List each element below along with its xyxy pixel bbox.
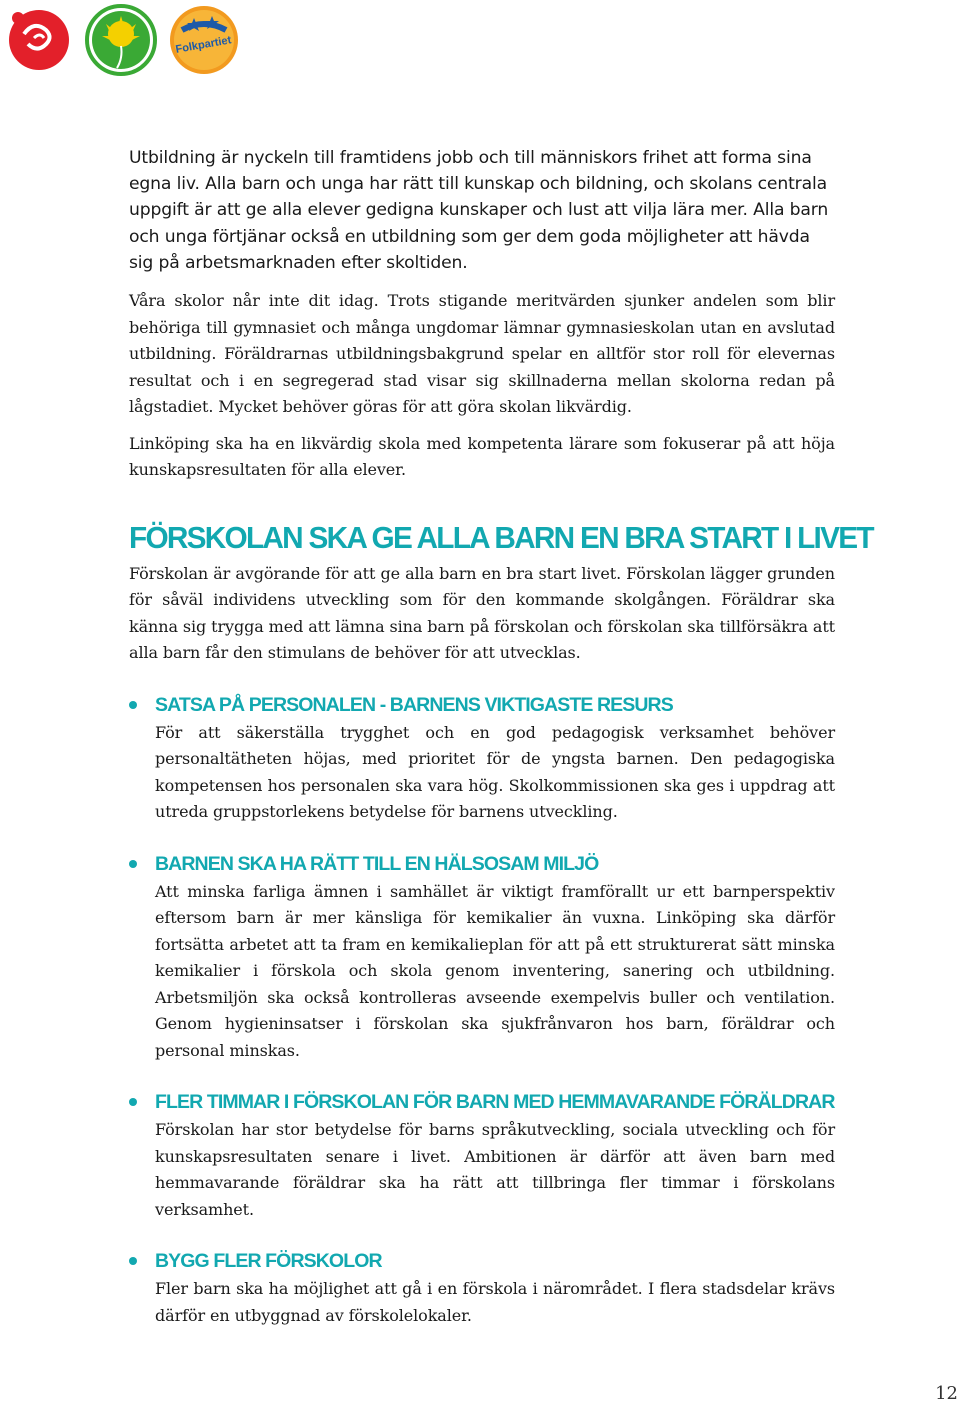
bullet-heading: SATSA PÅ PERSONALEN - BARNENS VIKTIGASTE RESURS xyxy=(155,693,673,716)
bullet-body: Att minska farliga ämnen i samhället är viktigt framförallt ur ett barnperspektiv eftersom barn är mer känsliga för kemikalier än vuxna. Linköping ska därför fortsätta arbetet att ta fram en kemikalieplan för att på ett strukturerat sätt minska kemikalier i förskola och skola genom inventering, sanering och utbildning. Arbetsmiljön ska också kontrolleras avseende exempelvis buller och ventilation. Genom hygieninsatser i förskolan ska sjukfrånvaron hos barn, föräldrar och personal minskas. xyxy=(155,881,835,1060)
bullet-icon xyxy=(129,701,137,709)
status-paragraph: Våra skolor når inte dit idag. Trots stigande meritvärden sjunker andelen som blir behöriga till gymnasiet och många ungdomar lämnar gymnasieskolan utan en avslutad utbildning. Föräldrarnas utbildningsbakgrund spelar en alltför stor roll för elevernas resultat och i en segregerad stad visar sig skillnaderna mellan skolorna redan på lågstadiet. Mycket behöver göras för att göra skolan likvärdig. xyxy=(129,291,835,417)
folkpartiet-logo xyxy=(168,4,240,76)
page-number: 12 xyxy=(935,1383,958,1404)
bullet-icon xyxy=(129,1257,137,1265)
bullet-item xyxy=(129,852,835,1065)
bullet-body: För att säkerställa trygghet och en god pedagogisk verksamhet behöver personaltätheten höjas, med prioritet för de yngsta barnen. Den pedagogiska kompetensen hos personalen ska vara hög. Skolkommissionen ska ges i uppdrag att utreda gruppstorlekens betydelse för barnens utveckling. xyxy=(155,722,835,822)
folkpartiet-text: Folkpartiet xyxy=(174,34,233,56)
section-heading: FÖRSKOLAN SKA GE ALLA BARN EN BRA START I LIVET xyxy=(129,519,873,555)
green-party-dandelion-logo xyxy=(82,4,160,76)
section-intro: Förskolan är avgörande för att ge alla barn en bra start livet. Förskolan lägger grunden för såväl individens utveckling som för den kommande skolgången. Föräldrar ska känna sig trygga med att lämna sina barn på förskolan och förskolan ska tillförsäkra att alla barn får den stimulans de behöver för att utvecklas. xyxy=(129,563,835,663)
bullet-item xyxy=(129,693,835,826)
social-democrats-rose-logo xyxy=(4,4,74,74)
bullet-item xyxy=(129,1249,835,1329)
bullet-body: Fler barn ska ha möjlighet att gå i en förskola i närområdet. I flera stadsdelar krävs därför en utbyggnad av förskolelokaler. xyxy=(155,1279,835,1325)
document-body xyxy=(129,145,873,1329)
bullet-item xyxy=(129,1090,835,1223)
bullet-heading: BYGG FLER FÖRSKOLOR xyxy=(155,1250,382,1273)
bullet-body: Förskolan har stor betydelse för barns språkutveckling, sociala utveckling och för kunskapsresultaten senare i livet. Ambitionen är därför att även barn med hemmavarande föräldrar ska ha rätt att tillbringa fler timmar i förskolans verksamhet. xyxy=(155,1120,835,1219)
party-logos xyxy=(4,4,244,76)
bullet-heading: FLER TIMMAR I FÖRSKOLAN FÖR BARN MED HEMMAVARANDE FÖRÄLDRAR xyxy=(155,1091,835,1114)
bullet-heading: BARNEN SKA HA RÄTT TILL EN HÄLSOSAM MILJÖ xyxy=(155,852,599,875)
bullet-icon xyxy=(129,1098,137,1106)
bullet-icon xyxy=(129,860,137,868)
intro-paragraph: Utbildning är nyckeln till framtidens jobb och till människors frihet att forma sina egna liv. Alla barn och unga har rätt till kunskap och bildning, och skolans centrala uppgift är att ge alla elever gedigna kunskaper och lust att vilja lära mer. Alla barn och unga förtjänar också en utbildning som ger dem goda möjligheter att hävda sig på arbetsmarknaden efter skoltiden. xyxy=(129,148,829,273)
goal-paragraph: Linköping ska ha en likvärdig skola med kompetenta lärare som fokuserar på att höja kunskapsresultaten för alla elever. xyxy=(129,433,835,480)
